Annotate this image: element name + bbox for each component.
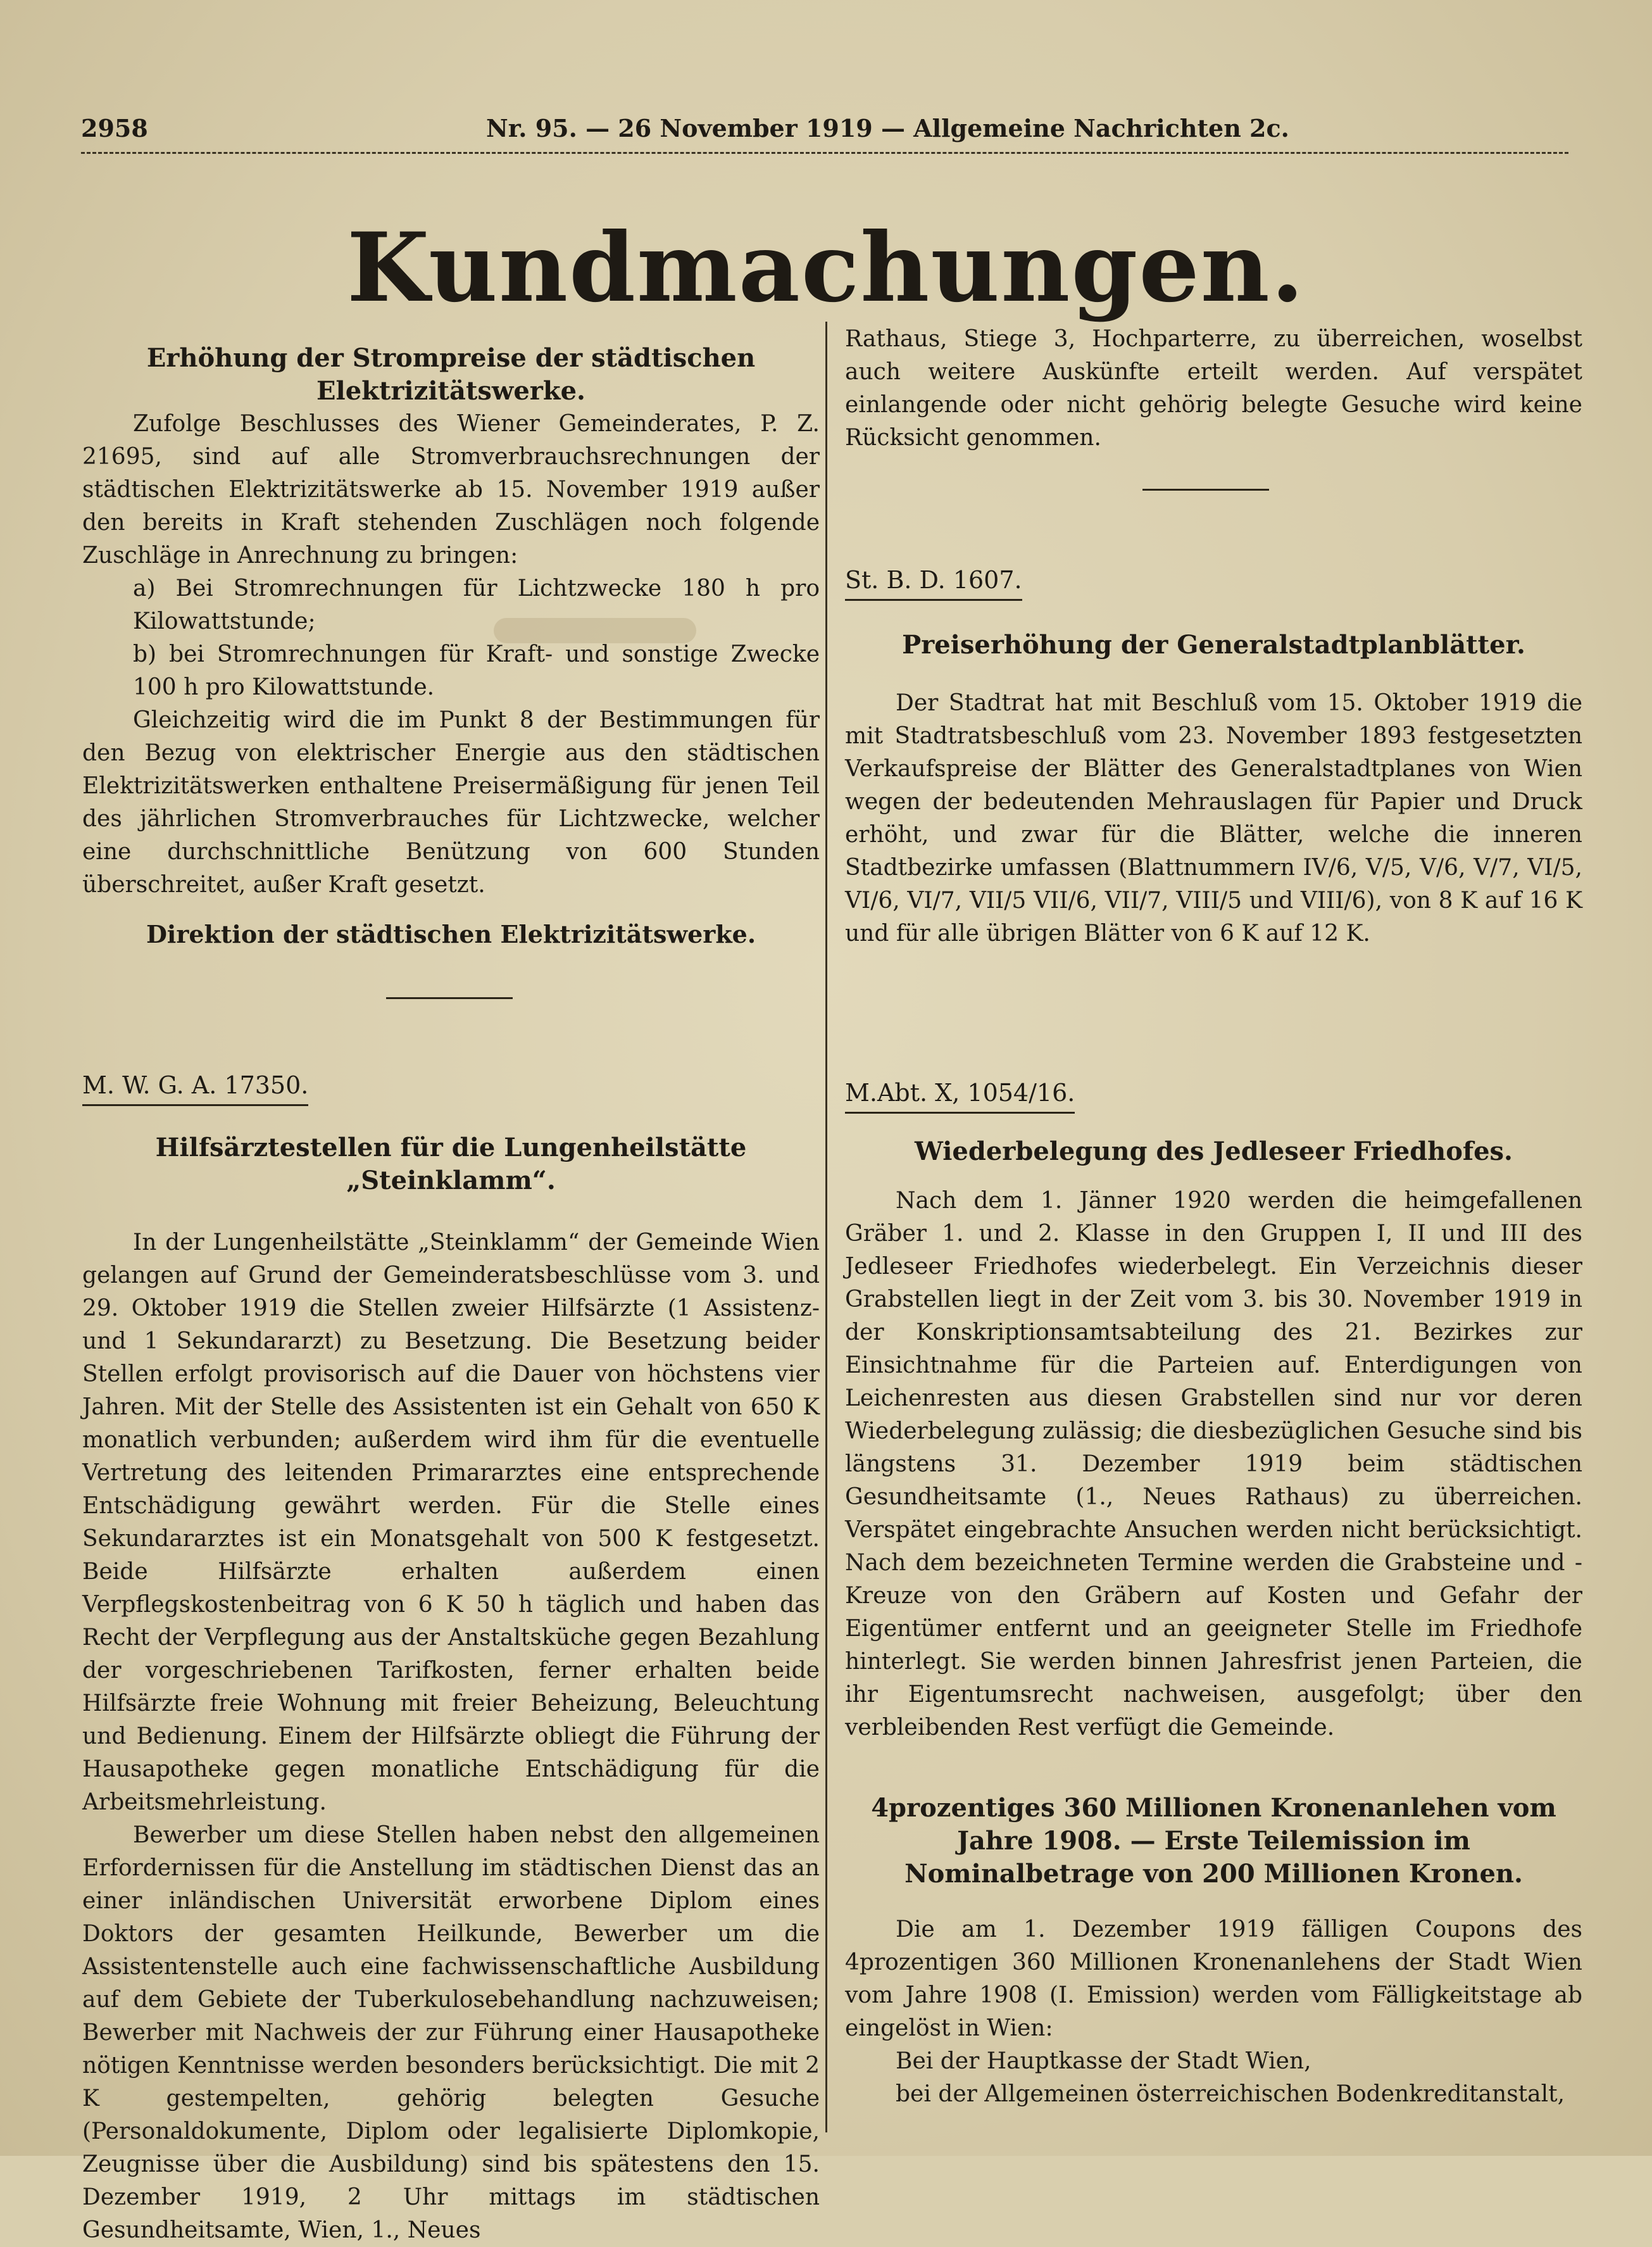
article-paragraph: Der Stadtrat hat mit Beschluß vom 15. Oktober 1919 die mit Stadtratsbeschluß vom 23. November 1893 festgesetzten Verkaufspreise der Blätter des Generalstadtplanes von Wien wegen der bedeutenden Mehrauslagen für Papier und Druck erhöht, und zwar für die Blätter, welche die inneren Stadtbezirke umfassen (Blattnummern IV/6, V/5, V/6, V/7, VI/5, VI/6, VI/7, VII/5 VII/6, VII/7, VIII/5 und VIII/6), von 8 K auf 16 K und für alle übrigen Blätter von 6 K auf 12 K.	[845, 690, 1582, 947]
article-paragraph: Zufolge Beschlusses des Wiener Gemeinderates, P. Z. 21695, sind auf alle Stromverbrauchsrechnungen der städtischen Elektrizitätswerke ab 15. November 1919 außer den bereits in Kraft stehenden Zuschlägen noch folgende Zuschläge in Anrechnung zu bringen:	[82, 411, 820, 569]
article-heading: Hilfsärztestellen für die Lungenheilstätte „Steinklamm“.	[155, 1133, 747, 1195]
reference-number: M. W. G. A. 17350.	[82, 1069, 308, 1106]
list-item: b) bei Stromrechnungen für Kraft- und sonstige Zwecke 100 h pro Kilowattstunde.	[133, 641, 820, 700]
issue-line: Nr. 95. — 26 November 1919 — Allgemeine Nachrichten 2c.	[486, 114, 1289, 142]
article-paragraph: Rathaus, Stiege 3, Hochparterre, zu überreichen, woselbst auch weitere Auskünfte erteilt werden. Auf verspätet einlangende oder nicht gehörig belegte Gesuche wird keine Rücksicht genommen.	[845, 326, 1582, 451]
separator-rule	[386, 997, 513, 999]
article-paragraph: Die am 1. Dezember 1919 fälligen Coupons des 4prozentigen 360 Millionen Kronenanlehens der Stadt Wien vom Jahre 1908 (I. Emission) werden vom Fälligkeitstage ab eingelöst in Wien:	[845, 1917, 1582, 2041]
separator-rule	[1142, 489, 1269, 491]
reference-number: St. B. D. 1607.	[845, 563, 1022, 601]
list-item: bei der Allgemeinen österreichischen Bodenkreditanstalt,	[896, 2081, 1565, 2107]
article-paragraph: Nach dem 1. Jänner 1920 werden die heimgefallenen Gräber 1. und 2. Klasse in den Gruppen I, II und III des Jedleseer Friedhofes wiederbelegt. Ein Verzeichnis dieser Grabstellen liegt in der Zeit vom 3. bis 30. November 1919 in der Konskriptionsamtsabteilung des 21. Bezirkes zur Einsichtnahme für die Parteien auf. Enterdigungen von Leichenresten aus diesen Grabstellen sind nur vor deren Wiederbelegung zulässig; die diesbezüglichen Gesuche sind bis längstens 31. Dezember 1919 beim städtischen Gesundheitsamte (1., Neues Rathaus) zu überreichen. Verspätet eingebrachte Ansuchen werden nicht berücksichtigt. Nach dem bezeichneten Termine werden die Grabsteine und -Kreuze von den Gräbern auf Kosten und Gefahr der Eigentümer entfernt und an geeigneter Stelle im Friedhofe hinterlegt. Sie werden binnen Jahresfrist jenen Parteien, die ihr Eigentumsrecht nachweisen, ausgefolgt; über den verbleibenden Rest verfügt die Gemeinde.	[845, 1188, 1582, 1740]
article-stadtplan	[845, 563, 1582, 950]
article-heading: 4prozentiges 360 Millionen Kronenanlehen vom Jahre 1908. — Erste Teilemission im Nominalbetrage von 200 Millionen Kronen.	[871, 1793, 1556, 1889]
article-paragraph: In der Lungenheilstätte „Steinklamm“ der Gemeinde Wien gelangen auf Grund der Gemeinderatsbeschlüsse vom 3. und 29. Oktober 1919 die Stellen zweier Hilfsärzte (1 Assistenz- und 1 Sekundararzt) zu Besetzung. Die Besetzung beider Stellen erfolgt provisorisch auf die Dauer von höchstens vier Jahren. Mit der Stelle des Assistenten ist ein Gehalt von 650 K monatlich verbunden; außerdem wird ihm für die eventuelle Vertretung des leitenden Primararztes eine entsprechende Entschädigung gewährt werden. Für die Stelle eines Sekundararztes ist ein Monatsgehalt von 500 K festgesetzt. Beide Hilfsärzte erhalten außerdem einen Verpflegskostenbeitrag von 6 K 50 h täglich und haben das Recht der Verpflegung aus der Anstaltsküche gegen Bezahlung der vorgeschriebenen Tarifkosten, ferner erhalten beide Hilfsärzte freie Wohnung mit freier Beheizung, Beleuchtung und Bedienung. Einem der Hilfsärzte obliegt die Führung der Hausapotheke gegen monatliche Entschädigung für die Arbeitsmehrleistung.	[82, 1230, 820, 1815]
article-strompreise	[82, 342, 820, 951]
page-header	[81, 114, 1543, 152]
article-heading: Preiserhöhung der Generalstadtplanblätter.	[902, 630, 1525, 660]
article-heading: Erhöhung der Strompreise der städtischen Elektrizitätswerke.	[146, 343, 756, 406]
article-anlehen	[845, 1792, 1582, 2111]
column-divider	[825, 322, 827, 2132]
main-title: Kundmachungen.	[346, 212, 1306, 324]
article-hilfsaerzte	[82, 1069, 820, 2247]
list-item: Bei der Hauptkasse der Stadt Wien,	[896, 2048, 1311, 2074]
article-paragraph: Gleichzeitig wird die im Punkt 8 der Bestimmungen für den Bezug von elektrischer Energie aus den städtischen Elektrizitätswerken enthaltene Preisermäßigung für jenen Teil des jährlichen Stromverbrauches für Lichtzwecke, welcher eine durchschnittliche Benützung von 600 Stunden überschreitet, außer Kraft gesetzt.	[82, 707, 820, 898]
article-friedhof	[845, 1076, 1582, 1744]
list-item: a) Bei Stromrechnungen für Lichtzwecke 180 h pro Kilowattstunde;	[133, 576, 820, 634]
article-paragraph: Bewerber um diese Stellen haben nebst den allgemeinen Erfordernissen für die Anstellung im städtischen Dienst das an einer inländischen Universität erworbene Diplom eines Doktors der gesamten Heilkunde, Bewerber um die Assistentenstelle auch eine fachwissenschaftliche Ausbildung auf dem Gebiete der Tuberkulosebehandlung nachzuweisen; Bewerber mit Nachweis der zur Führung einer Hausapotheke nötigen Kenntnisse werden besonders berücksichtigt. Die mit 2 K gestempelten, gehörig belegten Gesuche (Personaldokumente, Diplom oder legalisierte Diplomkopie, Zeugnisse über die Ausbildung) sind bis spätestens den 15. Dezember 1919, 2 Uhr mittags im städtischen Gesundheitsamte, Wien, 1., Neues	[82, 1822, 820, 2243]
reference-number: M.Abt. X, 1054/16.	[845, 1076, 1075, 1114]
page-number: 2958	[81, 114, 148, 142]
signature: Direktion der städtischen Elektrizitätswerke.	[146, 920, 756, 948]
article-continuation	[845, 323, 1582, 455]
article-heading: Wiederbelegung des Jedleseer Friedhofes.	[915, 1136, 1513, 1166]
header-rule	[81, 152, 1568, 154]
